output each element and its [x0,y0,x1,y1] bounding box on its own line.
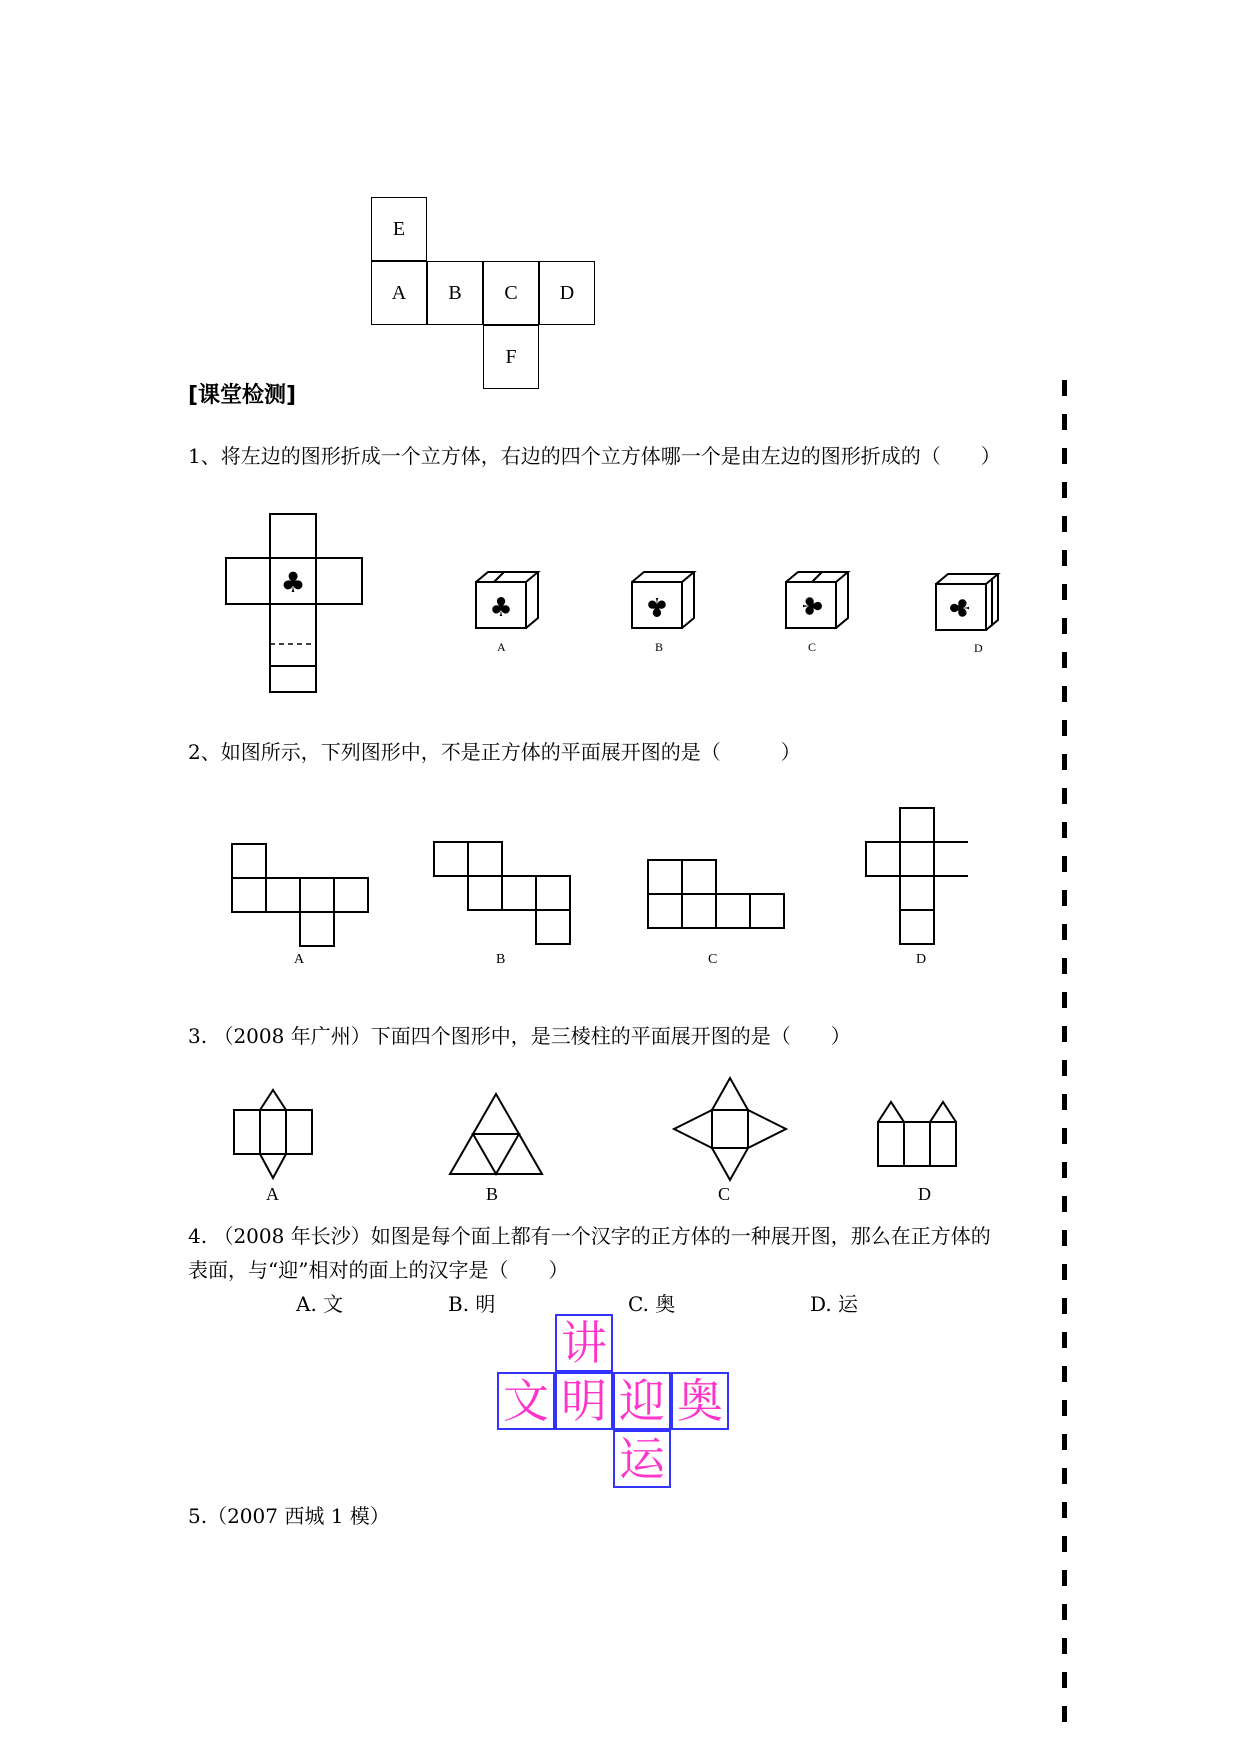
top-net-cell: A [371,261,427,325]
dash-segment [1062,890,1067,906]
dash-segment [1062,1264,1067,1280]
dash-segment [1062,856,1067,872]
dash-segment [1062,1434,1067,1450]
question-4-text-line-2: 表面，与“迎”相对的面上的汉字是（ ） [188,1258,569,1282]
dash-segment [1062,754,1067,770]
dash-segment [1062,1128,1067,1144]
question-2-text: 2、如图所示，下列图形中，不是正方体的平面展开图的是（ ） [188,740,801,764]
chinese-net-cell: 讲 [555,1314,613,1372]
top-net-cell: D [539,261,595,325]
dash-segment [1062,550,1067,566]
dash-segment [1062,924,1067,940]
q1-cube-c [784,570,854,630]
q4-option-a: A. 文 [296,1292,344,1316]
dash-segment [1062,652,1067,668]
dash-segment [1062,720,1067,736]
dash-segment [1062,1536,1067,1552]
q2-net-c [646,858,796,938]
chinese-net-cell: 奥 [671,1372,729,1430]
dash-segment [1062,1298,1067,1314]
chinese-net-cell: 明 [555,1372,613,1430]
q1-cube-b [630,570,700,630]
q4-option-c: C. 奥 [628,1292,676,1316]
q2-net-d [864,806,974,956]
dash-segment [1062,1332,1067,1348]
question-3-text: 3. （2008 年广州）下面四个图形中，是三棱柱的平面展开图的是（ ） [188,1024,851,1048]
q1-cube-a [474,570,544,630]
dash-segment [1062,1638,1067,1654]
top-net-cell: E [371,197,427,261]
q2-option-d-label: D [916,952,927,967]
chinese-net-cell: 文 [497,1372,555,1430]
dash-segment [1062,618,1067,634]
question-1-text: 1、将左边的图形折成一个立方体，右边的四个立方体哪一个是由左边的图形折成的（ ） [188,444,1001,468]
q3-net-c [672,1076,808,1186]
svg-text:♣: ♣ [645,591,669,621]
club-symbol-icon: ♣ [280,566,306,599]
dash-segment [1062,1366,1067,1382]
q3-option-c-label: C [718,1184,731,1204]
dash-segment [1062,584,1067,600]
dash-segment [1062,1502,1067,1518]
dash-segment [1062,516,1067,532]
dash-segment [1062,788,1067,804]
q1-cube-d [934,572,1004,632]
dash-segment [1062,380,1067,396]
q2-option-b-label: B [496,952,506,967]
q3-option-a-label: A [266,1184,279,1204]
q3-net-d [876,1094,958,1170]
dash-segment [1062,448,1067,464]
top-net-cell: F [483,325,539,389]
chinese-net-cell: 迎 [613,1372,671,1430]
top-net-cell: B [427,261,483,325]
dash-segment [1062,992,1067,1008]
dash-segment [1062,482,1067,498]
q4-option-d: D. 运 [810,1292,859,1316]
dash-segment [1062,1196,1067,1212]
q1-option-a-label: A [497,640,506,654]
dash-segment [1062,1060,1067,1076]
chinese-net-cell: 运 [613,1430,671,1488]
q2-net-a [230,842,370,952]
svg-text:♣: ♣ [489,593,513,623]
q1-option-c-label: C [808,640,817,654]
q3-net-b [448,1092,544,1178]
q1-option-d-label: D [974,641,983,655]
q1-cross-net [224,514,364,694]
dash-segment [1062,1468,1067,1484]
section-title: [课堂检测] [188,383,297,408]
top-net-cell: C [483,261,539,325]
dash-segment [1062,1162,1067,1178]
dash-segment [1062,1672,1067,1688]
q2-option-c-label: C [708,952,718,967]
dash-segment [1062,1706,1067,1722]
q3-option-b-label: B [486,1184,499,1204]
dash-segment [1062,958,1067,974]
q2-option-a-label: A [294,952,305,967]
q2-net-b [432,840,582,950]
dash-segment [1062,822,1067,838]
dash-segment [1062,414,1067,430]
dash-segment [1062,1400,1067,1416]
q4-option-b: B. 明 [448,1292,496,1316]
svg-text:♣: ♣ [946,596,976,620]
dash-segment [1062,1026,1067,1042]
q3-option-d-label: D [918,1184,931,1204]
dash-segment [1062,1094,1067,1110]
q1-option-b-label: B [655,640,664,654]
question-4-text-line-1: 4. （2008 年长沙）如图是每个面上都有一个汉字的正方体的一种展开图，那么在正方体的 [188,1224,991,1248]
dash-segment [1062,1230,1067,1246]
dash-segment [1062,1570,1067,1586]
question-5-text: 5.（2007 西城 1 模） [188,1504,390,1528]
dash-segment [1062,686,1067,702]
svg-text:♣: ♣ [796,594,826,618]
dash-segment [1062,1604,1067,1620]
q3-net-a [232,1088,314,1184]
